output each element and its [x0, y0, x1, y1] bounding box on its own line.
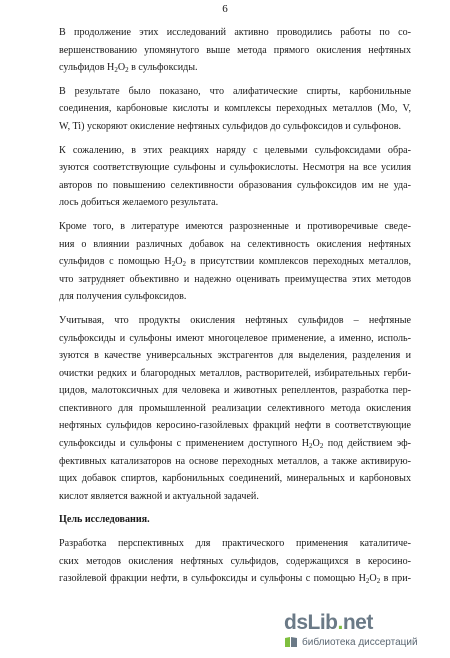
text-line: зуются в качестве универсальных экстрагентов для выделения, разделения и — [59, 350, 411, 362]
text-line: кислот является важной и актуальной задачей. — [59, 490, 259, 502]
document-body — [35, 24, 411, 594]
text-line: сульфидов $H_2O_2$ в сульфоксиды. — [59, 62, 198, 75]
text-line: К сожалению, в этих реакциях наряду с целевыми сульфоксидами обра- — [59, 144, 411, 156]
section-heading: Цель исследования. — [59, 514, 150, 526]
paragraph-3 — [35, 142, 411, 212]
text-line: лось добиться желаемого результата. — [59, 197, 219, 209]
logo-main: dsLib — [284, 611, 338, 634]
paragraph-1 — [35, 24, 411, 77]
text-line: щих добавок спиртов, карбонильных соединений, минеральных и карбоновых — [59, 473, 411, 485]
logo-subtitle: библиотека диссертаций — [302, 637, 418, 648]
text-line: вершенствованию упомянутого выше метода прямого окисления нефтяных — [59, 44, 411, 56]
text-line: Учитывая, что продукты окисления нефтяных сульфидов – нефтяные — [59, 314, 411, 326]
watermark-logo[interactable] — [272, 610, 442, 652]
logo-text — [284, 611, 373, 635]
text-line: фективных катализаторов на основе переходных металлов, а также активирую- — [59, 455, 411, 467]
book-icon — [284, 636, 298, 648]
paragraph-2 — [35, 83, 411, 136]
text-line: очистки редких и благородных металлов, растворителей, избирательных герби- — [59, 367, 411, 379]
paragraph-4 — [35, 218, 411, 306]
text-line: что затрудняет объективно и надежно оценивать преимущества этих методов — [59, 273, 411, 285]
text-line: сульфоксиды и сульфоны имеют многоцелевое применение, а именно, исполь- — [59, 332, 411, 344]
text-line: В результате было показано, что алифатические спирты, карбонильные — [59, 85, 411, 97]
logo-tld: net — [342, 611, 373, 634]
paragraph-5 — [35, 312, 411, 506]
logo-dot: . — [337, 611, 343, 634]
text-line: Кроме того, в литературе имеются разрозненные и противоречивые сведе- — [59, 220, 411, 232]
text-line: газойлевой фракции нефти, в сульфоксиды и сульфоны с помощью $H_2O_2$ в при- — [59, 573, 411, 586]
text-line: ских методов окисления нефтяных сульфидов, содержащихся в керосино- — [59, 555, 411, 567]
text-line: цидов, малотоксичных для человека и животных репеллентов, разработка пер- — [59, 385, 411, 397]
text-line: авторов по повышению селективности образования сульфоксидов им не уда- — [59, 179, 411, 191]
text-line: спективного для промышленной реализации селективного метода окисления — [59, 402, 411, 414]
text-line: Разработка перспективных для практического применения каталитиче- — [59, 538, 411, 550]
text-line: ния о влиянии различных добавок на селективность окисления нефтяных — [59, 238, 411, 250]
text-line: W, Ti) ускоряют окисление нефтяных сульфидов до сульфоксидов и сульфонов. — [59, 120, 402, 132]
text-line: соединения, карбоновые кислоты и комплексы переходных металлов (Mo, V, — [59, 103, 411, 115]
text-line: сульфоксиды и сульфоны с применением доступного $H_2O_2$ под действием эф- — [59, 438, 411, 451]
text-line: нефтяных сульфидов керосино-газойлевых фракций нефти в соответствующие — [59, 420, 411, 432]
text-line: сульфидов с помощью $H_2O_2$ в присутствии комплексов переходных металлов, — [59, 256, 411, 269]
text-line: для получения сульфоксидов. — [59, 291, 187, 303]
page-number: 6 — [222, 3, 228, 15]
paragraph-6 — [35, 535, 411, 588]
text-line: В продолжение этих исследований активно проводились работы по со- — [59, 27, 411, 38]
text-line: зуются соответствующие сульфоны и сульфокислоты. Несмотря на все усилия — [59, 162, 411, 174]
